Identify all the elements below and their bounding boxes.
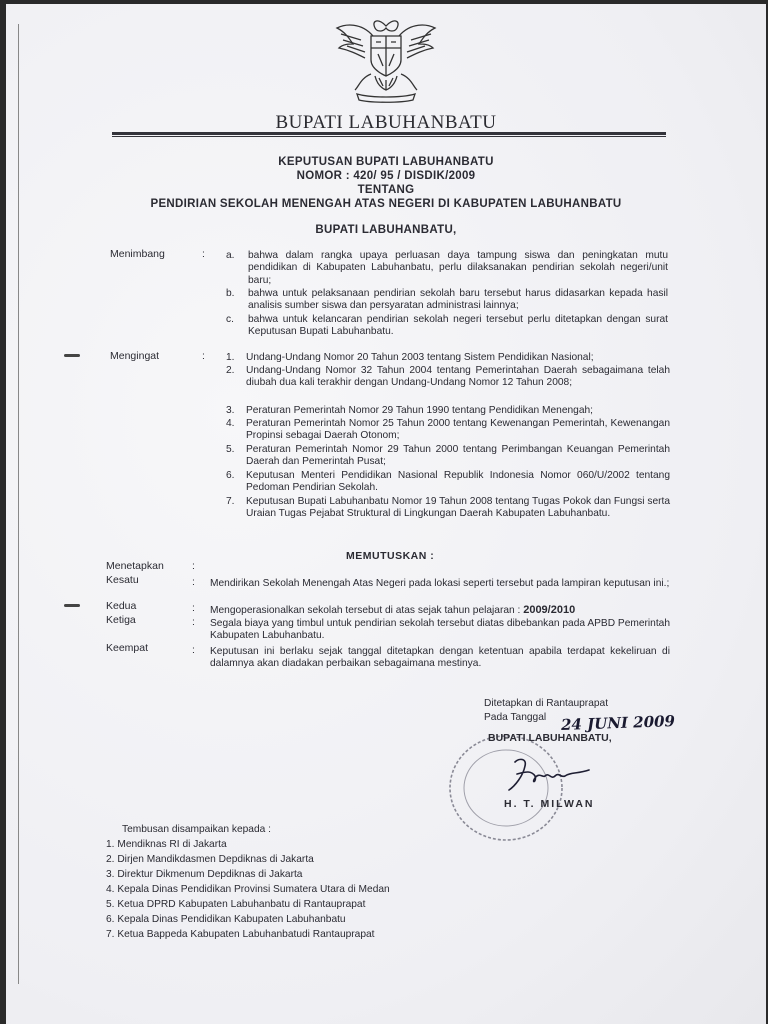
kedua-text-body: Mengoperasionalkan sekolah tersebut di atas sejak tahun pelajaran : xyxy=(210,605,521,616)
keempat-text: Keputusan ini berlaku sejak tanggal ditetapkan dengan ketentuan apabila terdapat kekeliruan di dalamnya akan diadakan perbaikan sebagaimana mestinya. xyxy=(210,646,670,670)
menetapkan-label: Menetapkan xyxy=(106,560,164,572)
colon: : xyxy=(192,576,195,588)
ketiga-text: Segala biaya yang timbul untuk pendirian sekolah tersebut diatas dibebankan pada APBD Pemerintah Kabupaten Labuhanbatu. xyxy=(210,618,670,642)
mengingat-item-5: Peraturan Pemerintah Nomor 29 Tahun 2000 tentang Perimbangan Keuangan Pemerintah Daerah dan Pemerintah Pusat; xyxy=(246,444,670,468)
menimbang-label: Menimbang xyxy=(110,248,165,260)
left-margin-line xyxy=(18,24,19,984)
mengingat-item-4: Peraturan Pemerintah Nomor 25 Tahun 2000 tentang Kewenangan Pemerintah, Kewenangan Propinsi sebagai Daerah Otonom; xyxy=(246,418,670,442)
item-mark: 7. xyxy=(226,496,235,507)
mengingat-item-2: Undang-Undang Nomor 32 Tahun 2004 tentang Pemerintahan Daerah sebagaimana telah diubah dua kali terakhir dengan Undang-Undang Nomor 12 Tahun 2008; xyxy=(246,365,670,389)
handwritten-signature-icon xyxy=(501,754,601,794)
mengingat-item-3: Peraturan Pemerintah Nomor 29 Tahun 1990 tentang Pendidikan Menengah; xyxy=(246,405,593,416)
menimbang-item-b: bahwa untuk pelaksanaan pendirian sekolah baru tersebut harus didasarkan kepada hasil analisis sumber siswa dan persyaratan administrasi lainnya; xyxy=(248,288,668,312)
item-mark: b. xyxy=(226,288,235,299)
mengingat-item-1: Undang-Undang Nomor 20 Tahun 2003 tentang Sistem Pendidikan Nasional; xyxy=(246,352,594,363)
copies-item: 5. Ketua DPRD Kabupaten Labuhanbatu di Rantauprapat xyxy=(106,899,366,910)
item-mark: 6. xyxy=(226,470,235,481)
decree-about: TENTANG xyxy=(357,184,415,196)
item-mark: a. xyxy=(226,250,235,261)
letterhead-title: BUPATI LABUHANBATU xyxy=(275,112,497,133)
menimbang-item-c: bahwa untuk kelancaran pendirian sekolah negeri tersebut perlu ditetapkan dengan surat Keputusan Bupati Labuhanbatu. xyxy=(248,314,668,338)
item-mark: 1. xyxy=(226,352,235,363)
document-page xyxy=(6,4,766,1024)
item-mark: 2. xyxy=(226,365,235,376)
signature-name: H. T. MILWAN xyxy=(504,798,595,810)
signature-date-label: Pada Tanggal xyxy=(484,712,547,723)
item-mark: 5. xyxy=(226,444,235,455)
decree-number: NOMOR : 420/ 95 / DISDIK/2009 xyxy=(296,170,476,182)
pen-mark xyxy=(64,354,80,357)
copies-heading: Tembusan disampaikan kepada : xyxy=(122,824,271,835)
kesatu-label: Kesatu xyxy=(106,574,139,586)
copies-item: 4. Kepala Dinas Pendidikan Provinsi Sumatera Utara di Medan xyxy=(106,884,390,895)
mengingat-label: Mengingat xyxy=(110,350,160,362)
decree-title: KEPUTUSAN BUPATI LABUHANBATU xyxy=(278,156,494,168)
colon: : xyxy=(192,560,195,572)
copies-item: 7. Ketua Bappeda Kabupaten Labuhanbatudi Rantauprapat xyxy=(106,929,375,940)
copies-item: 1. Mendiknas RI di Jakarta xyxy=(106,839,227,850)
mengingat-item-7: Keputusan Bupati Labuhanbatu Nomor 19 Tahun 2008 tentang Tugas Pokok dan Fungsi serta Uraian Tugas Pejabat Struktural di Lingkungan Daerah Kabupaten Labuhanbatu. xyxy=(246,496,670,520)
kedua-label: Kedua xyxy=(106,600,137,612)
item-mark: c. xyxy=(226,314,234,325)
colon: : xyxy=(202,248,205,260)
memutuskan-heading: MEMUTUSKAN : xyxy=(346,550,435,562)
decree-subject: PENDIRIAN SEKOLAH MENENGAH ATAS NEGERI DI KABUPATEN LABUHANBATU xyxy=(150,198,622,210)
mengingat-item-6: Keputusan Menteri Pendidikan Nasional Republik Indonesia Nomor 060/U/2002 tentang Pedoman Pendirian Sekolah. xyxy=(246,470,670,494)
copies-item: 6. Kepala Dinas Pendidikan Kabupaten Labuhanbatu xyxy=(106,914,346,925)
signature-office: BUPATI LABUHANBATU, xyxy=(488,732,612,744)
pen-mark xyxy=(64,604,80,607)
decree-issuer: BUPATI LABUHANBATU, xyxy=(315,224,457,236)
signature-place: Ditetapkan di Rantauprapat xyxy=(484,698,609,709)
keempat-label: Keempat xyxy=(106,642,149,654)
item-mark: 4. xyxy=(226,418,235,429)
ketiga-label: Ketiga xyxy=(106,614,136,626)
menimbang-item-a: bahwa dalam rangka upaya perluasan daya tampung siswa dan peningkatan mutu pendidikan di Kabupaten Labuhanbatu, perlu dilaksanakan pendirian sekolah negeri/unit baru; xyxy=(248,250,668,286)
colon: : xyxy=(192,644,195,656)
letterhead-rule xyxy=(112,132,666,137)
copies-item: 2. Dirjen Mandikdasmen Depdiknas di Jakarta xyxy=(106,854,314,865)
copies-item: 3. Direktur Dikmenum Depdiknas di Jakarta xyxy=(106,869,303,880)
colon: : xyxy=(192,616,195,628)
colon: : xyxy=(192,602,195,614)
garuda-emblem-icon xyxy=(331,14,441,104)
kedua-text xyxy=(210,604,575,617)
kesatu-text: Mendirikan Sekolah Menengah Atas Negeri pada lokasi seperti tersebut pada lampiran keputusan ini.; xyxy=(210,578,670,589)
item-mark: 3. xyxy=(226,405,235,416)
handwritten-date: 24 JUNI 2009 xyxy=(560,712,676,734)
kedua-year: 2009/2010 xyxy=(523,604,576,616)
colon: : xyxy=(202,350,205,362)
